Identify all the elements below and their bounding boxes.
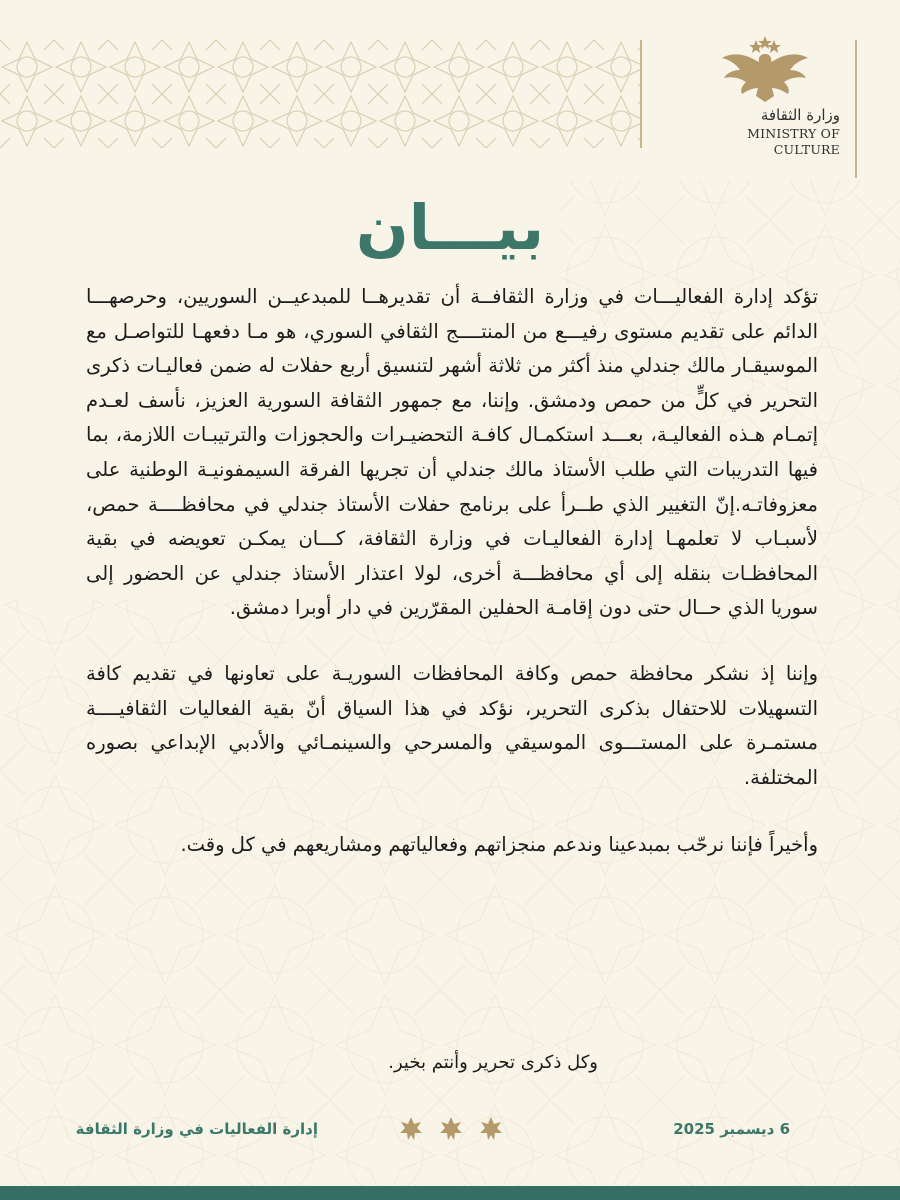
header-divider: [640, 40, 642, 148]
body-paragraph-1: تؤكد إدارة الفعاليـــات في وزارة الثقافــة أن تقديرهــا للمبدعيــن السوريين، وحرصهـــا الدائم على تقديم مستوى رفيـــع من المنتــــج الثقافي السوري، هو مـا دفعهـا للتواصـل مع الموسيقـار مالك جندلي منذ أكثر من ثلاثة أشهر لتنسيق أربع حفلات له ضمن فعاليـات ذكرى التحرير في كلٍّ من حمص ودمشق. وإننا، مع جمهور الثقافة السورية العزيز، نأسف لعـدم إتمـام هـذه الفعاليـة، بعـــد استكمـال كافـة التحضيـرات والحجوزات والترتيبـات اللازمة، بما فيها التدريبات التي طلب الأستاذ مالك جندلي أن تجريها الفرقة السيمفونيـة الوطنية على معزوفاتـه.إنّ التغيير الذي طــرأ على برنامج حفلات الأستاذ جندلي في محافظــــة حمص، لأسبـاب لا تعلمهـا إدارة الفعاليـات في وزارة الثقافة، كـــان يمكـن تعويضه في بقية المحافظـات بنقله إلى أي محافظـــة أخرى، لولا اعتذار الأستاذ جندلي عن الحضور إلى سوريا الذي حــال حتى دون إقامـة الحفلين المقرّرين في دار أوبرا دمشق.: [86, 285, 818, 620]
body-paragraph-3: وأخيراً فإننا نرحّب بمبدعينا وندعم منجزاتهم وفعالياتهم ومشاريعهم في كل وقت.: [180, 833, 818, 857]
footer: [0, 1114, 900, 1154]
closing-line: وكل ذكرى تحرير وأنتم بخير.: [388, 1052, 598, 1073]
ministry-logo: [680, 36, 850, 156]
logo-arabic-text: وزارة الثقافة: [760, 106, 840, 124]
body-paragraph-2: وإننا إذ نشكر محافظة حمص وكافة المحافظات السوريـة على تعاونها في تقديم كافة التسهيلات للاحتفال بذكرى التحرير، نؤكد في هذا السياق أنّ بقية الفعاليات الثقافيــــة مستمـرة على المستـــوى الموسيقي والمسرحي والسينمـائي والأدبي الإبداعي بصوره المختلفة.: [86, 661, 818, 789]
statement-title: بيـــان: [355, 191, 545, 264]
footer-date: 6 ديسمبر 2025: [673, 1120, 790, 1138]
header-right-line: [855, 40, 857, 178]
header-ornament-band: [0, 40, 640, 148]
footer-department: إدارة الفعاليات في وزارة الثقافة: [75, 1120, 318, 1138]
eagle-emblem-icon: [720, 36, 810, 102]
statement-body: [86, 280, 818, 863]
bottom-bar: [0, 1186, 900, 1200]
star-ornament-icon: [395, 1114, 507, 1146]
logo-english-text: MINISTRY OF CULTURE: [747, 126, 840, 157]
